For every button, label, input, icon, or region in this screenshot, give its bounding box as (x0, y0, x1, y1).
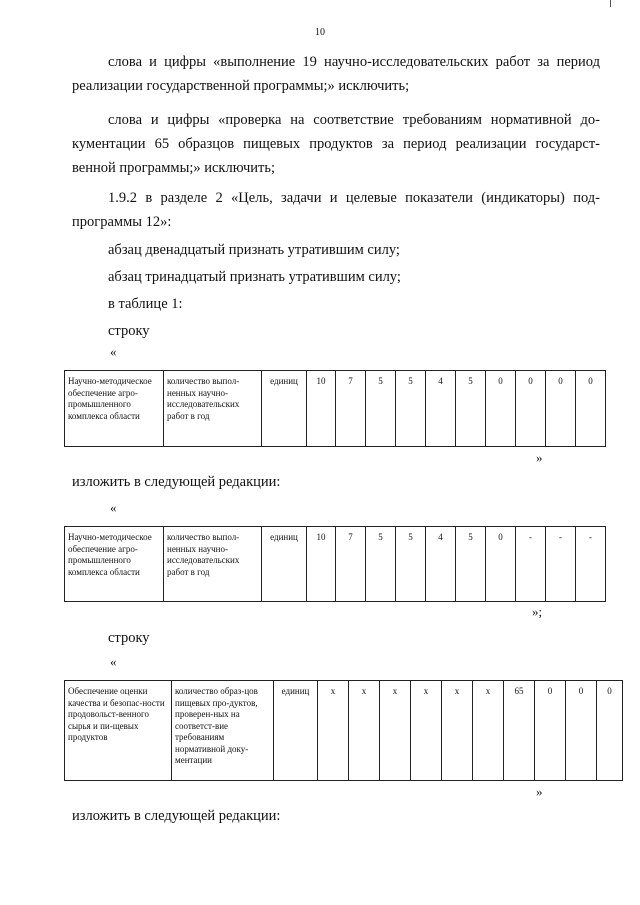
open-quote-2: « (110, 500, 117, 515)
cell-value: x (349, 681, 380, 781)
page-number: 10 (315, 27, 325, 38)
table-2 (64, 526, 606, 602)
cell-value: 4 (426, 527, 456, 602)
para-8: изложить в следующей редакции: (72, 474, 281, 490)
cell-value: - (546, 527, 576, 602)
cell-value: x (442, 681, 473, 781)
cell-value: 0 (576, 371, 606, 447)
para-2-line-3: венной программы;» исключить; (72, 160, 276, 176)
table-row (65, 681, 623, 781)
cell-indicator: количество выпол-ненных научно-исследовательских работ в год (164, 371, 262, 447)
close-quote-2: »; (532, 604, 543, 619)
cell-value: 5 (456, 371, 486, 447)
para-3-line-2: программы 12»: (72, 214, 172, 230)
cell-name: Научно-методическое обеспечение агро-промышленного комплекса области (65, 371, 164, 447)
para-6: в таблице 1: (108, 296, 183, 312)
para-1-line-2: реализации государственной программы;» исключить; (72, 78, 410, 94)
close-quote-1: » (536, 450, 543, 465)
corner-mark (610, 0, 611, 7)
cell-value: x (318, 681, 349, 781)
cell-value: 5 (396, 527, 426, 602)
cell-value: 65 (504, 681, 535, 781)
para-7: строку (108, 323, 150, 339)
para-1-line-1: слова и цифры «выполнение 19 научно-исследовательских работ за период (108, 54, 600, 70)
cell-value: 0 (486, 527, 516, 602)
para-3-line-1: 1.9.2 в разделе 2 «Цель, задачи и целевые показатели (индикаторы) под- (108, 190, 600, 206)
cell-value: 5 (396, 371, 426, 447)
cell-value: 0 (566, 681, 597, 781)
para-2-line-2: кументации 65 образцов пищевых продуктов за период реализации государст- (72, 136, 600, 152)
cell-value: 0 (597, 681, 623, 781)
cell-value: 7 (336, 371, 366, 447)
open-quote-3: « (110, 654, 117, 669)
cell-value: 0 (516, 371, 546, 447)
cell-value: 0 (535, 681, 566, 781)
cell-name: Обеспечение оценки качества и безопас-ности продовольст-венного сырья и пи-щевых продуктов (65, 681, 172, 781)
close-quote-3: » (536, 784, 543, 799)
cell-value: 4 (426, 371, 456, 447)
cell-value: - (576, 527, 606, 602)
para-5: абзац тринадцатый признать утратившим силу; (108, 269, 401, 285)
cell-value: x (473, 681, 504, 781)
table-row (65, 371, 606, 447)
cell-indicator: количество выпол-ненных научно-исследовательских работ в год (164, 527, 262, 602)
cell-unit: единиц (274, 681, 318, 781)
cell-value: x (380, 681, 411, 781)
para-4: абзац двенадцатый признать утратившим силу; (108, 242, 400, 258)
cell-value: 0 (486, 371, 516, 447)
cell-value: 10 (307, 371, 336, 447)
cell-indicator: количество образ-цов пищевых про-дуктов, проверен-ных на соответст-вие требованиям нормативной доку-ментации (172, 681, 274, 781)
cell-value: 5 (456, 527, 486, 602)
cell-value: 5 (366, 371, 396, 447)
table-1 (64, 370, 606, 447)
cell-value: 10 (307, 527, 336, 602)
cell-value: 0 (546, 371, 576, 447)
cell-unit: единиц (262, 371, 307, 447)
cell-name: Научно-методическое обеспечение агро-промышленного комплекса области (65, 527, 164, 602)
cell-unit: единиц (262, 527, 307, 602)
cell-value: - (516, 527, 546, 602)
cell-value: 5 (366, 527, 396, 602)
para-10: изложить в следующей редакции: (72, 808, 281, 824)
para-9: строку (108, 630, 150, 646)
cell-value: 7 (336, 527, 366, 602)
open-quote-1: « (110, 344, 117, 359)
table-row (65, 527, 606, 602)
table-3 (64, 680, 623, 781)
para-2-line-1: слова и цифры «проверка на соответствие требованиям нормативной до- (108, 112, 600, 128)
cell-value: x (411, 681, 442, 781)
